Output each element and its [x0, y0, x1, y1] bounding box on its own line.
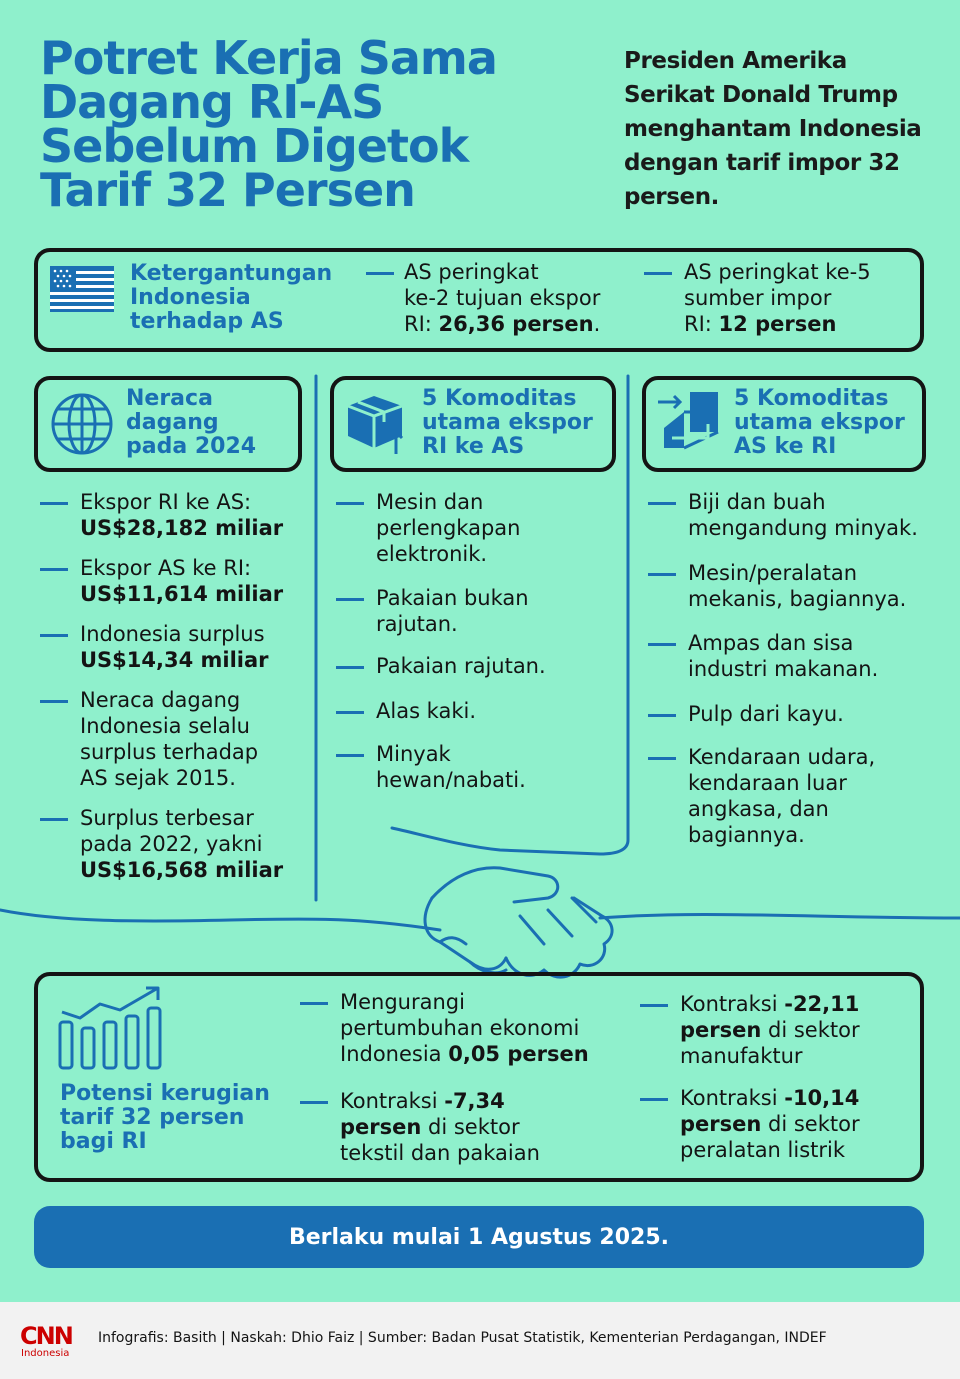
item-value: persen — [680, 1018, 762, 1042]
item-line: AS peringkat ke-5 — [684, 260, 871, 284]
ri-export-item — [376, 698, 476, 724]
cnn-indonesia-logo — [20, 1322, 78, 1366]
bullet-dash — [648, 502, 676, 505]
label-line: Neraca — [126, 386, 213, 411]
item-line — [340, 1041, 589, 1067]
item-text: Indonesia — [340, 1042, 449, 1066]
item-line — [404, 311, 600, 337]
item-line: Minyak — [376, 742, 451, 766]
item-line: Neraca dagang — [80, 688, 241, 712]
item-line: sumber impor — [684, 286, 832, 310]
bullet-dash — [366, 272, 394, 275]
item-text: . — [593, 312, 601, 336]
item-text: di sektor — [761, 1018, 860, 1042]
bullet-dash — [648, 714, 676, 717]
us-export-item — [688, 701, 844, 727]
item-line — [680, 1017, 860, 1043]
bullet-dash — [40, 568, 68, 571]
bullet-dash — [640, 1098, 668, 1101]
bullet-dash — [40, 700, 68, 703]
balance-item — [80, 489, 283, 541]
item-line: Mesin/peralatan — [688, 561, 858, 585]
item-line — [680, 1085, 860, 1111]
item-line — [340, 1088, 540, 1114]
label-line: dagang — [126, 410, 219, 435]
label-line: tarif 32 persen — [60, 1105, 245, 1130]
item-text: RI: — [404, 312, 439, 336]
bullet-dash — [336, 666, 364, 669]
item-line: elektronik. — [376, 542, 488, 566]
label-line: bagi RI — [60, 1129, 147, 1154]
ri-export-item — [376, 585, 529, 637]
balance-item — [80, 555, 283, 607]
item-line: manufaktur — [680, 1044, 803, 1068]
item-line: pada 2022, yakni — [80, 832, 263, 856]
us-export-item — [688, 744, 875, 848]
item-value: persen — [680, 1112, 762, 1136]
item-line: perlengkapan — [376, 516, 521, 540]
item-line: pertumbuhan ekonomi — [340, 1016, 580, 1040]
item-value: persen — [340, 1115, 422, 1139]
item-line: hewan/nabati. — [376, 768, 526, 792]
dependency-label — [130, 262, 332, 334]
footer-credit: Infografis: Basith | Naskah: Dhio Faiz | Sumber: Badan Pusat Statistik, Kementerian Perdagangan, INDEF — [98, 1330, 827, 1346]
item-line: Ampas dan sisa — [688, 631, 854, 655]
item-line: Ekspor RI ke AS: — [80, 490, 252, 514]
balance-item — [80, 621, 269, 673]
item-value: 12 persen — [718, 312, 837, 336]
item-value: 26,36 persen — [438, 312, 594, 336]
item-line: Pakaian rajutan. — [376, 654, 546, 678]
loss-textile-item — [340, 1088, 540, 1166]
balance-item — [80, 805, 283, 883]
title-line: Tarif 32 Persen — [40, 163, 415, 217]
ri-export-item — [376, 653, 546, 679]
bullet-dash — [300, 1101, 328, 1104]
bullet-dash — [336, 598, 364, 601]
bullet-dash — [648, 643, 676, 646]
box-import-icon — [656, 388, 722, 452]
logo-sub: Indonesia — [21, 1348, 70, 1359]
bullet-dash — [644, 272, 672, 275]
item-text: di sektor — [761, 1112, 860, 1136]
effective-date-banner: Berlaku mulai 1 Agustus 2025. — [34, 1206, 924, 1268]
label-line: RI ke AS — [422, 434, 525, 459]
title-line: Dagang RI-AS — [40, 75, 384, 129]
item-line: AS peringkat — [404, 260, 539, 284]
us-export-item — [688, 489, 918, 541]
import-rank-item — [684, 259, 871, 337]
item-line: AS sejak 2015. — [80, 766, 236, 790]
item-line: Biji dan buah — [688, 490, 826, 514]
balance-label — [126, 387, 256, 459]
item-line: kendaraan luar — [688, 771, 847, 795]
logo-main: CNN — [20, 1322, 72, 1350]
ri-export-item — [376, 489, 520, 567]
item-value: -22,11 — [784, 992, 860, 1016]
item-line — [680, 991, 860, 1017]
item-line: Kendaraan udara, — [688, 745, 876, 769]
losses-label — [60, 1082, 270, 1154]
item-text: RI: — [684, 312, 719, 336]
label-line: 5 Komoditas — [734, 386, 889, 411]
loss-electrical-item — [680, 1085, 860, 1163]
us-export-item — [688, 630, 878, 682]
item-line: bagiannya. — [688, 823, 805, 847]
export-rank-item — [404, 259, 600, 337]
item-line: Mengurangi — [340, 990, 465, 1014]
item-value: -7,34 — [444, 1089, 505, 1113]
item-line: ke-2 tujuan ekspor — [404, 286, 601, 310]
us-export-item — [688, 560, 906, 612]
intro-text: Presiden Amerika Serikat Donald Trump menghantam Indonesia dengan tarif impor 32 persen. — [624, 48, 922, 210]
bullet-dash — [640, 1004, 668, 1007]
bullet-dash — [40, 502, 68, 505]
item-line: Alas kaki. — [376, 699, 477, 723]
label-line: 5 Komoditas — [422, 386, 577, 411]
growth-chart-icon — [58, 986, 168, 1072]
bullet-dash — [40, 634, 68, 637]
label-line: AS ke RI — [734, 434, 837, 459]
ri-exports-label — [422, 387, 593, 459]
item-line: industri makanan. — [688, 657, 879, 681]
label-line: Ketergantungan — [130, 261, 333, 286]
loss-growth-item — [340, 989, 589, 1067]
balance-item — [80, 687, 258, 791]
label-line: utama ekspor — [734, 410, 905, 435]
item-line: peralatan listrik — [680, 1138, 846, 1162]
item-line: Surplus terbesar — [80, 806, 254, 830]
item-line: Ekspor AS ke RI: — [80, 556, 252, 580]
item-text: Kontraksi — [680, 992, 785, 1016]
item-line: rajutan. — [376, 612, 458, 636]
item-text: di sektor — [421, 1115, 520, 1139]
label-line: pada 2024 — [126, 434, 257, 459]
item-line: Indonesia surplus — [80, 622, 265, 646]
bullet-dash — [336, 711, 364, 714]
globe-icon — [50, 392, 114, 456]
us-flag-icon — [50, 266, 114, 312]
item-line: Pakaian bukan — [376, 586, 529, 610]
bullet-dash — [648, 757, 676, 760]
label-line: utama ekspor — [422, 410, 593, 435]
us-exports-label — [734, 387, 905, 459]
item-line: Indonesia selalu — [80, 714, 250, 738]
item-value: US$14,34 miliar — [80, 648, 269, 672]
title-line: Potret Kerja Sama — [40, 31, 497, 85]
bullet-dash — [648, 573, 676, 576]
item-line: mengandung minyak. — [688, 516, 918, 540]
item-value: US$28,182 miliar — [80, 516, 284, 540]
item-value: -10,14 — [784, 1086, 860, 1110]
item-line: surplus terhadap — [80, 740, 259, 764]
ri-export-item — [376, 741, 526, 793]
bullet-dash — [300, 1002, 328, 1005]
bullet-dash — [40, 818, 68, 821]
item-line: mekanis, bagiannya. — [688, 587, 907, 611]
item-line — [684, 311, 871, 337]
label-line: terhadap AS — [130, 309, 284, 334]
page-title — [40, 31, 600, 217]
item-value: US$11,614 miliar — [80, 582, 284, 606]
footer — [0, 1302, 960, 1379]
box-export-icon — [344, 392, 408, 456]
label-line: Indonesia — [130, 285, 251, 310]
item-line: Pulp dari kayu. — [688, 702, 844, 726]
item-text: Kontraksi — [340, 1089, 445, 1113]
item-value: US$16,568 miliar — [80, 858, 284, 882]
item-line — [680, 1111, 860, 1137]
item-value: 0,05 persen — [448, 1042, 589, 1066]
item-line: Mesin dan — [376, 490, 484, 514]
bullet-dash — [336, 502, 364, 505]
label-line: Potensi kerugian — [60, 1081, 270, 1106]
loss-manufacture-item — [680, 991, 860, 1069]
bullet-dash — [336, 754, 364, 757]
item-line: tekstil dan pakaian — [340, 1141, 540, 1165]
item-line — [340, 1114, 540, 1140]
title-line: Sebelum Digetok — [40, 119, 469, 173]
item-line: angkasa, dan — [688, 797, 829, 821]
item-text: Kontraksi — [680, 1086, 785, 1110]
